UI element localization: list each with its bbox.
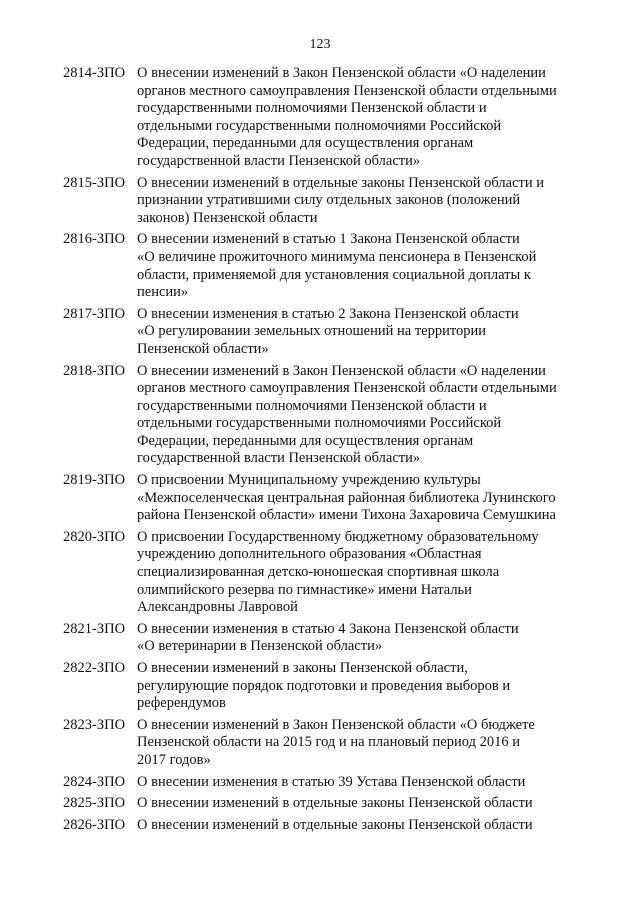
law-entry <box>63 363 583 469</box>
law-number: 2821-ЗПО <box>63 620 126 637</box>
law-entry <box>63 774 583 792</box>
law-title-line: «О величине прожиточного минимума пенсионера в Пензенской <box>137 248 537 265</box>
law-title-line: специализированная детско-юношеская спортивная школа <box>137 564 500 581</box>
law-title <box>137 472 583 525</box>
law-entry <box>63 306 583 359</box>
law-title <box>137 621 583 656</box>
law-entry <box>63 529 583 617</box>
law-title-line: О внесении изменений в Закон Пензенской области «О наделении <box>137 65 546 81</box>
law-title-line: Александровны Лавровой <box>137 599 298 616</box>
law-number: 2824-ЗПО <box>63 773 126 790</box>
law-number: 2815-ЗПО <box>63 174 126 191</box>
law-title-line: района Пензенской области» имени Тихона Захаровича Семушкина <box>137 507 556 524</box>
law-title <box>137 817 583 835</box>
law-title-line: О внесении изменений в статью 1 Закона Пензенской области <box>137 231 520 248</box>
law-list <box>63 65 583 838</box>
law-entry <box>63 65 583 171</box>
law-title <box>137 529 583 617</box>
law-number: 2823-ЗПО <box>63 716 126 733</box>
law-title-line: Федерации, переданными для осуществления органам <box>137 432 474 449</box>
law-title <box>137 717 583 770</box>
law-title-line: признании утратившими силу отдельных законов (положений <box>137 192 521 209</box>
law-title-line: О внесении изменения в статью 39 Устава Пензенской области <box>137 773 526 790</box>
law-title-line: О внесении изменений в отдельные законы Пензенской области <box>137 795 533 812</box>
law-title <box>137 231 583 301</box>
law-title <box>137 795 583 813</box>
law-title-line: 2017 годов» <box>137 751 211 768</box>
law-title-line: органов местного самоуправления Пензенской области отдельными <box>137 82 557 99</box>
law-title <box>137 774 583 792</box>
law-entry <box>63 231 583 301</box>
law-number: 2825-ЗПО <box>63 795 126 812</box>
law-title <box>137 306 583 359</box>
law-title-line: «О ветеринарии в Пензенской области» <box>137 638 383 655</box>
law-title-line: государственными полномочиями Пензенской области и <box>137 100 487 117</box>
law-title-line: О внесении изменений в отдельные законы Пензенской области и <box>137 174 545 191</box>
law-title-line: О внесении изменения в статью 2 Закона Пензенской области <box>137 305 519 322</box>
law-title <box>137 363 583 469</box>
law-title <box>137 65 583 171</box>
law-title-line: О внесении изменений в Закон Пензенской области «О наделении <box>137 362 546 379</box>
law-title-line: органов местного самоуправления Пензенской области отдельными <box>137 380 557 397</box>
law-entry <box>63 660 583 713</box>
law-number: 2826-ЗПО <box>63 816 126 833</box>
law-title-line: государственной власти Пензенской области» <box>137 450 421 467</box>
law-number: 2820-ЗПО <box>63 528 126 545</box>
law-number: 2818-ЗПО <box>63 362 126 379</box>
page-number: 123 <box>309 37 331 52</box>
law-entry <box>63 472 583 525</box>
law-title-line: государственной власти Пензенской области» <box>137 152 421 169</box>
law-number: 2814-ЗПО <box>63 65 126 81</box>
law-number: 2822-ЗПО <box>63 660 126 676</box>
law-title-line: «О регулировании земельных отношений на территории <box>137 323 487 340</box>
law-title-line: Пензенской области» <box>137 340 269 357</box>
law-title-line: «Межпоселенческая центральная районная библиотека Лунинского <box>137 489 556 506</box>
law-entry <box>63 817 583 835</box>
law-title-line: референдумов <box>137 695 226 712</box>
law-title-line: О присвоении Муниципальному учреждению культуры <box>137 472 481 489</box>
law-number: 2817-ЗПО <box>63 305 126 322</box>
law-number: 2816-ЗПО <box>63 231 126 248</box>
law-title-line: регулирующие порядок подготовки и проведения выборов и <box>137 677 511 694</box>
law-title-line: Федерации, переданными для осуществления органам <box>137 135 474 152</box>
law-title-line: олимпийского резерва по гимнастике» имени Натальи <box>137 581 472 598</box>
law-title-line: О внесении изменений в Закон Пензенской области «О бюджете <box>137 716 535 733</box>
law-title-line: законов) Пензенской области <box>137 209 318 226</box>
law-title-line: О присвоении Государственному бюджетному образовательному <box>137 528 539 545</box>
law-title <box>137 660 583 713</box>
law-number: 2819-ЗПО <box>63 472 126 489</box>
law-title-line: отдельными государственными полномочиями Российской <box>137 415 502 432</box>
law-title-line: пенсии» <box>137 284 189 301</box>
law-title-line: учреждению дополнительного образования «Областная <box>137 546 482 563</box>
law-entry <box>63 795 583 813</box>
law-title-line: области, применяемой для установления социальной доплаты к <box>137 266 531 283</box>
law-title-line: О внесении изменений в отдельные законы Пензенской области <box>137 816 533 833</box>
law-title-line: О внесении изменений в законы Пензенской области, <box>137 660 468 676</box>
law-entry <box>63 621 583 656</box>
law-title-line: О внесении изменения в статью 4 Закона Пензенской области <box>137 620 519 637</box>
law-title <box>137 175 583 228</box>
law-entry <box>63 717 583 770</box>
law-title-line: отдельными государственными полномочиями Российской <box>137 117 502 134</box>
law-title-line: государственными полномочиями Пензенской области и <box>137 397 487 414</box>
law-title-line: Пензенской области на 2015 год и на плановый период 2016 и <box>137 734 520 751</box>
law-entry <box>63 175 583 228</box>
